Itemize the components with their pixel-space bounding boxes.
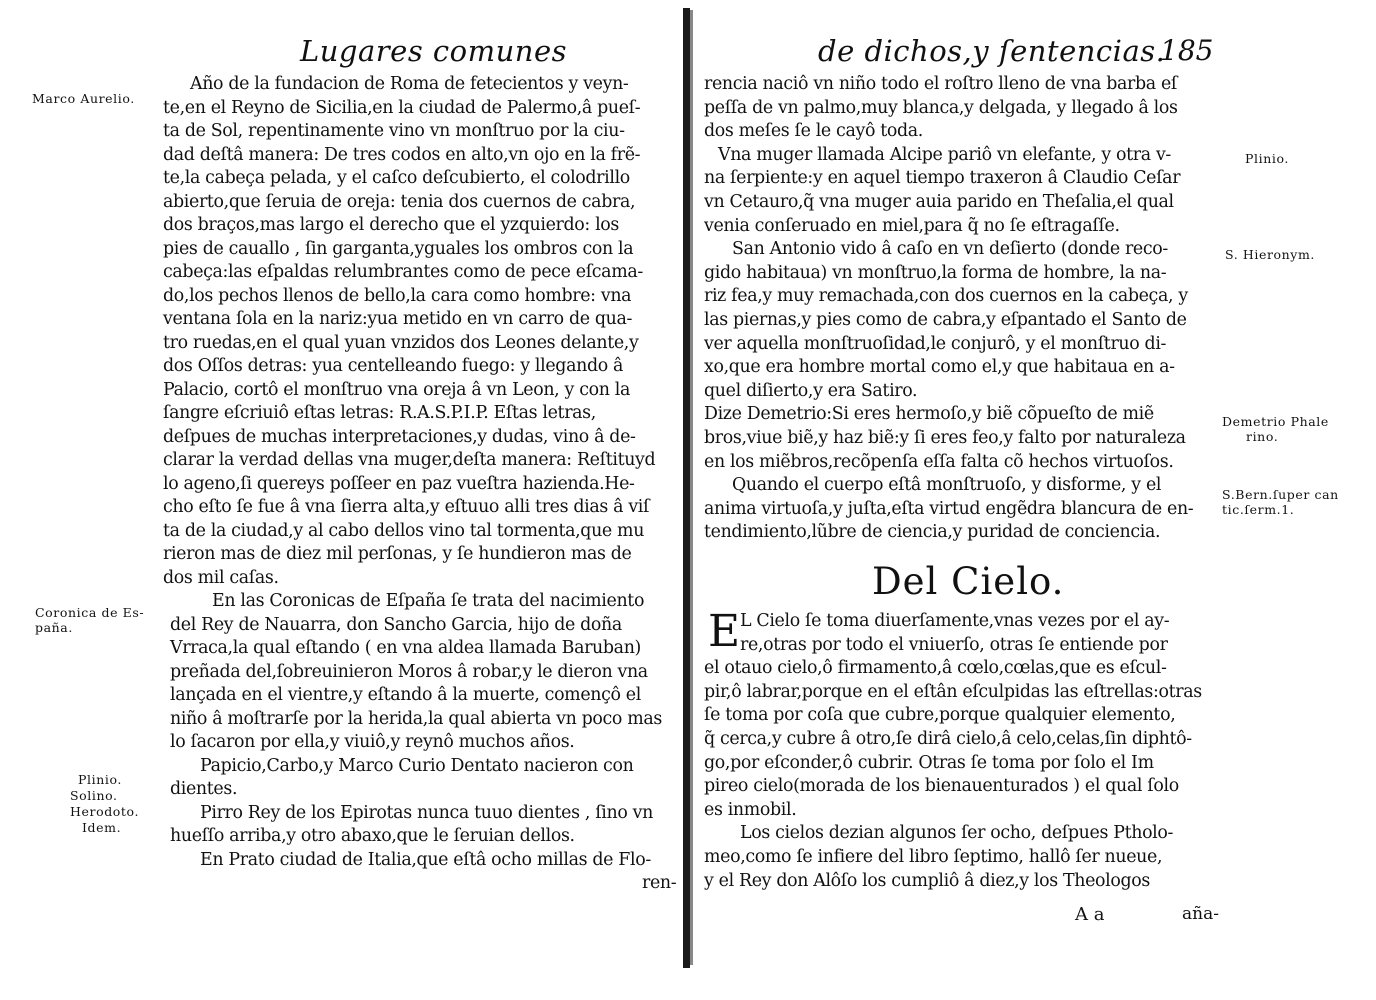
text-line: ta de Sol, repentinamente vino vn monſtruo por la ciu- bbox=[163, 121, 625, 141]
section-heading: Del Cielo. bbox=[872, 560, 1065, 603]
marginal-note: S. Hieronym. bbox=[1225, 247, 1316, 262]
right-running-head: de dichos,y ſentencias. bbox=[818, 34, 1166, 68]
text-line: xo,que era hombre mortal como el,y que habitaua en a- bbox=[704, 357, 1175, 378]
text-line: dientes. bbox=[170, 779, 238, 799]
text-line: bros,viue biẽ,y haz biẽ:y ſi eres feo,y falto por naturaleza bbox=[704, 428, 1186, 448]
text-line: hueſſo arriba,y otro abaxo,que le ſeruian dellos. bbox=[170, 826, 575, 846]
text-line: peſſa de vn palmo,muy blanca,y delgada, y llegado â los bbox=[704, 97, 1178, 118]
book-gutter bbox=[683, 8, 690, 968]
marginal-note: S.Bern.ſuper can bbox=[1222, 487, 1339, 502]
right-page bbox=[700, 0, 1376, 1000]
text-line: Vna muger llamada Alcipe pariô vn elefante, y otra v- bbox=[718, 144, 1171, 165]
text-line: ver aquella monſtruoſidad,le conjurô, y el monſtruo di- bbox=[704, 333, 1167, 354]
text-line: Los cielos dezian algunos ſer ocho, deſpues Ptholo- bbox=[740, 823, 1174, 844]
text-line: Dize Demetrio:Si eres hermoſo,y biẽ cõpueſto de miẽ bbox=[704, 404, 1154, 425]
text-line: el otauo cielo,ô firmamento,â cœlo,cœlas,que es eſcul- bbox=[704, 658, 1167, 679]
marginal-note: tic.ſerm.1. bbox=[1222, 502, 1295, 517]
marginal-note: Herodoto. bbox=[70, 804, 140, 819]
left-page bbox=[0, 0, 686, 1000]
text-line: na ſerpiente:y en aquel tiempo traxeron â Claudio Ceſar bbox=[704, 168, 1181, 189]
text-line: Papicio,Carbo,y Marco Curio Dentato nacieron con bbox=[200, 755, 634, 776]
marginal-note: Demetrio Phale bbox=[1222, 414, 1329, 429]
text-line: cho eſto ſe fue â vna ſierra alta,y eſtuuo alli tres dias â viſ bbox=[163, 497, 650, 517]
marginal-note: Coronica de Es- bbox=[35, 605, 145, 620]
text-line: ren- bbox=[642, 873, 677, 893]
text-line: dad deſtâ manera: De tres codos en alto,vn ojo en la frẽ- bbox=[163, 144, 641, 165]
text-line: En Prato ciudad de Italia,que eſtâ ocho millas de Flo- bbox=[200, 849, 651, 870]
text-line: ſe toma por coſa que cubre,porque qualquier elemento, bbox=[704, 705, 1176, 726]
marginal-note: Plinio. bbox=[78, 772, 122, 787]
marginal-note: Marco Aurelio. bbox=[32, 91, 135, 106]
text-line: del Rey de Nauarra, don Sancho Garcia, hijo de doña bbox=[170, 614, 622, 635]
marginal-note: rino. bbox=[1246, 429, 1279, 444]
text-line: y el Rey don Alôſo los cumpliô â diez,y los Theologos bbox=[704, 870, 1150, 891]
text-line: rieron mas de diez mil perſonas, y ſe hundieron mas de bbox=[163, 544, 632, 564]
text-line: Pirro Rey de los Epirotas nunca tuuo dientes , ſino vn bbox=[200, 802, 653, 823]
text-line: lo ageno,ſi quereys poſſeer en paz vueſtra hazienda.He- bbox=[163, 473, 635, 494]
text-line: vn Cetauro,q̃ vna muger auia parido en Theſalia,el qual bbox=[704, 192, 1174, 212]
text-line: preñada del,ſobreuinieron Moros â robar,y le dieron vna bbox=[170, 661, 648, 682]
text-line: ta de la ciudad,y al cabo dellos vino tal tormenta,que mu bbox=[163, 520, 645, 541]
text-line: anima virtuoſa,y juſta,eſta virtud engẽdra blancura de en- bbox=[704, 498, 1194, 519]
left-running-head: Lugares comunes bbox=[300, 34, 568, 68]
text-line: en los miẽbros,recõpenſa eſſa falta cõ hechos virtuoſos. bbox=[704, 451, 1174, 472]
text-line: meo,como ſe infiere del libro ſeptimo, hallô ſer nueue, bbox=[704, 847, 1163, 867]
text-line: las piernas,y pies como de cabra,y eſpantado el Santo de bbox=[704, 310, 1187, 330]
page-number: 185 bbox=[1160, 34, 1214, 67]
text-line: dos Oſſos detras: yua centelleando fuego: y llegando â bbox=[163, 356, 624, 376]
text-line: tro ruedas,en el qual yuan vnzidos dos Leones delante,y bbox=[163, 332, 639, 353]
text-line: Vrraca,la qual eſtando ( en vna aldea llamada Baruban) bbox=[170, 638, 641, 658]
text-line: gido habitaua) vn monſtruo,la forma de hombre, la na- bbox=[704, 262, 1167, 283]
text-line: Año de la fundacion de Roma de fetecientos y veyn- bbox=[190, 74, 629, 94]
text-line: do,los pechos llenos de bello,la cara como hombre: vna bbox=[163, 285, 632, 306]
text-line: lançada en el vientre,y eſtando â la muerte, començô el bbox=[170, 685, 641, 705]
text-line: te,la cabeça pelada, y el caſco deſcubierto, el colodrillo bbox=[163, 168, 630, 188]
text-line: pireo cielo(morada de los bienauenturados ) el qual ſolo bbox=[704, 776, 1179, 797]
text-line: dos mil caſas. bbox=[163, 567, 279, 588]
text-line: riz fea,y muy remachada,con dos cuernos en la cabeça, y bbox=[704, 286, 1188, 307]
drop-cap: E bbox=[708, 606, 741, 657]
text-line: venia conſeruado en miel,para q̃ no ſe eſtragaſſe. bbox=[704, 215, 1120, 236]
text-line: abierto,que ſeruia de oreja: tenia dos cuernos de cabra, bbox=[163, 191, 636, 212]
text-line: go,por eſconder,ô cubrir. Otras ſe toma por ſolo el Im bbox=[704, 752, 1154, 773]
text-line: pir,ô labrar,porque en el eſtân eſculpidas las eſtrellas:otras bbox=[704, 681, 1202, 702]
text-line: cabeça:las eſpaldas relumbrantes como de pece eſcama- bbox=[163, 262, 643, 282]
marginal-note: paña. bbox=[35, 620, 73, 635]
marginal-note: Solino. bbox=[70, 788, 118, 803]
text-line: Palacio, cortô el monſtruo vna oreja â vn Leon, y con la bbox=[163, 379, 630, 400]
text-line: dos braços,mas largo el derecho que el yzquierdo: los bbox=[163, 215, 619, 235]
text-line: lo ſacaron por ella,y viuiô,y reynô muchos años. bbox=[170, 732, 575, 752]
text-line: niño â moſtrarſe por la herida,la qual abierta vn poco mas bbox=[170, 708, 662, 729]
text-line: q̃ cerca,y cubre â otro,ſe dirâ cielo,â celo,celas,ſin diphtô- bbox=[704, 729, 1192, 749]
text-line: re,otras por todo el vniuerſo, otras ſe entiende por bbox=[740, 634, 1168, 655]
marginal-note: Idem. bbox=[82, 820, 122, 835]
text-line: San Antonio vido â caſo en vn deſierto (donde reco- bbox=[732, 239, 1168, 260]
text-line: deſpues de muchas interpretaciones,y dudas, vino â de- bbox=[163, 426, 636, 447]
text-line: quel diſierto,y era Satiro. bbox=[704, 380, 918, 401]
text-line: En las Coronicas de Eſpaña ſe trata del nacimiento bbox=[212, 591, 645, 611]
text-line: L Cielo ſe toma diuerſamente,vnas vezes por el ay- bbox=[740, 611, 1170, 631]
text-line: rencia naciô vn niño todo el roſtro lleno de vna barba eſ bbox=[704, 74, 1177, 94]
text-line: Quando el cuerpo eſtâ monſtruoſo, y disforme, y el bbox=[732, 475, 1162, 496]
text-line: clarar la verdad dellas vna muger,deſta manera: Reſtituyd bbox=[163, 450, 656, 470]
catchword: aña- bbox=[1182, 904, 1219, 924]
text-line: pies de cauallo , ſin garganta,yguales los ombros con la bbox=[163, 238, 634, 259]
text-line: tendimiento,lũbre de ciencia,y puridad de conciencia. bbox=[704, 522, 1161, 543]
marginal-note: Plinio. bbox=[1245, 151, 1289, 166]
text-line: ſangre eſcriuiô eſtas letras: R.A.S.P.I.P. Eſtas letras, bbox=[163, 403, 596, 423]
text-line: dos meſes ſe le cayô toda. bbox=[704, 121, 923, 142]
text-line: es inmobil. bbox=[704, 799, 797, 820]
text-line: te,en el Reyno de Sicilia,en la ciudad de Palermo,â pueſ- bbox=[163, 97, 641, 118]
text-line: ventana ſola en la nariz:yua metido en vn carro de qua- bbox=[163, 309, 633, 329]
signature-mark: A a bbox=[1075, 904, 1105, 925]
gutter-shadow bbox=[690, 10, 693, 965]
